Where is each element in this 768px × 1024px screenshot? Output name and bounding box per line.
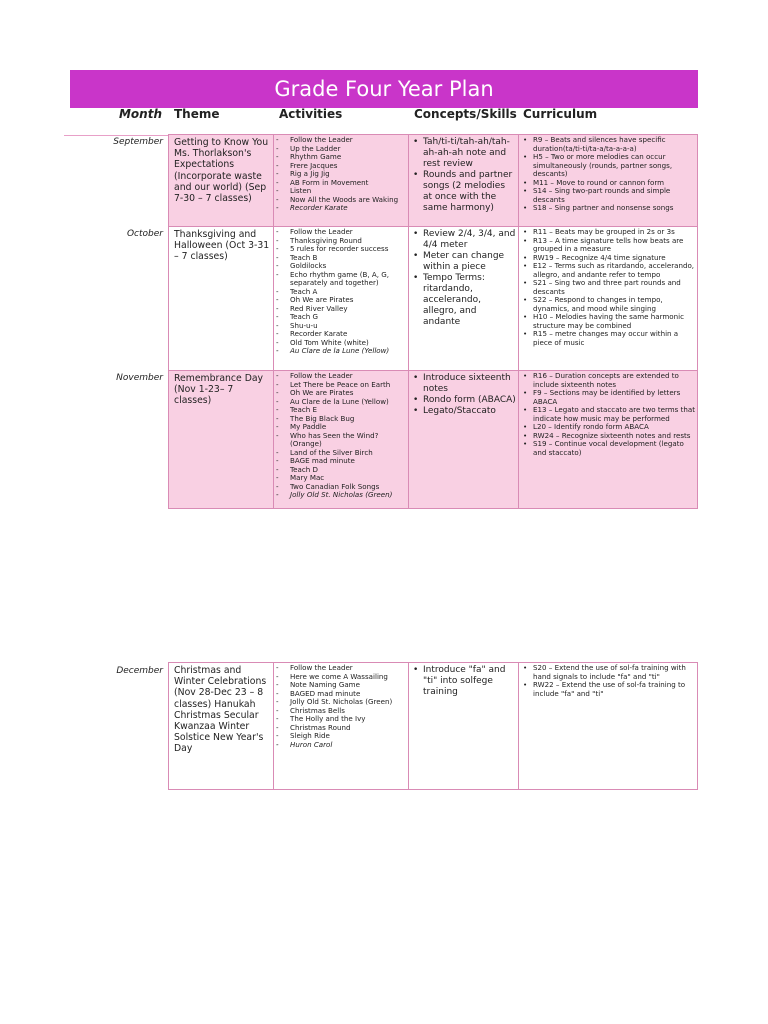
curriculum-item: • S19 – Continue vocal development (legato and staccato): [523, 440, 697, 457]
activity-item: - Listen: [278, 187, 406, 196]
curriculum-item: • RW24 – Recognize sixteenth notes and rests: [523, 432, 697, 441]
row-december: [168, 662, 698, 790]
activity-item: - Rig a Jig Jig: [278, 170, 406, 179]
header-curriculum: Curriculum: [523, 107, 598, 121]
activity-item: - Au Clare de la Lune (Yellow): [278, 398, 406, 407]
curriculum-item: • R13 – A time signature tells how beats are grouped in a measure: [523, 237, 697, 254]
curriculum-item: • E12 – Terms such as ritardando, accelerando, allegro, and andante refer to tempo: [523, 262, 697, 279]
concepts-cell: [408, 135, 518, 226]
concept-item: • Tempo Terms: ritardando, accelerando, allegro, and andante: [413, 273, 516, 328]
theme-cell: Remembrance Day (Nov 1-23– 7 classes): [174, 373, 264, 407]
curriculum-item: • E13 – Legato and staccato are two terms that indicate how music may be performed: [523, 406, 697, 423]
activity-item: - Christmas Bells: [278, 707, 406, 716]
activity-item: - Au Clare de la Lune (Yellow): [278, 347, 406, 356]
activity-item: - My Paddle: [278, 423, 406, 432]
theme-cell: Christmas and Winter Celebrations (Nov 28-Dec 23 – 8 classes) Hanukah Christmas Secular Kwanzaa Winter Solstice New Year's Day: [174, 665, 267, 755]
activity-item: - Recorder Karate: [278, 330, 406, 339]
activity-item: - Here we come A Wassailing: [278, 673, 406, 682]
curriculum-item: • S14 – Sing two-part rounds and simple descants: [523, 187, 697, 204]
curriculum-item: • H10 – Melodies having the same harmonic structure may be combined: [523, 313, 697, 330]
curriculum-item: • S21 – Sing two and three part rounds and descants: [523, 279, 697, 296]
concepts-cell: [408, 227, 518, 370]
curriculum-item: • R15 – metre changes may occur within a piece of music: [523, 330, 697, 347]
activity-item: - Oh We are Pirates: [278, 389, 406, 398]
row-september: [168, 134, 698, 227]
activity-item: - Jolly Old St. Nicholas (Green): [278, 491, 406, 500]
activity-item: - Recorder Karate: [278, 204, 406, 213]
concept-item: • Meter can change within a piece: [413, 251, 516, 273]
concept-item: • Rondo form (ABACA): [413, 395, 516, 406]
activity-item: - Teach D: [278, 466, 406, 475]
curriculum-item: • S22 – Respond to changes in tempo, dynamics, and mood while singing: [523, 296, 697, 313]
activity-item: - 5 rules for recorder success: [278, 245, 406, 254]
curriculum-item: • S18 – Sing partner and nonsense songs: [523, 204, 697, 213]
activity-item: - Follow the Leader: [278, 664, 406, 673]
activity-item: - Follow the Leader: [278, 372, 406, 381]
activity-item: - Huron Carol: [278, 741, 406, 750]
activity-item: - Land of the Silver Birch: [278, 449, 406, 458]
curriculum-cell: [518, 663, 699, 789]
curriculum-cell: [518, 371, 699, 508]
curriculum-cell: [518, 135, 699, 226]
activity-item: - Let There be Peace on Earth: [278, 381, 406, 390]
activity-item: - Rhythm Game: [278, 153, 406, 162]
month-label: September: [113, 137, 163, 147]
header-concepts: Concepts/Skills: [414, 107, 517, 121]
curriculum-item: • L20 – Identify rondo form ABACA: [523, 423, 697, 432]
activity-item: - Echo rhythm game (B, A, G, separately and together): [278, 271, 406, 288]
activity-item: - Note Naming Game: [278, 681, 406, 690]
header-month: Month: [118, 107, 162, 121]
activity-item: - Teach A: [278, 288, 406, 297]
concept-item: • Introduce sixteenth notes: [413, 373, 516, 395]
activity-item: - Mary Mac: [278, 474, 406, 483]
curriculum-item: • M11 – Move to round or cannon form: [523, 179, 697, 188]
activity-item: - Red River Valley: [278, 305, 406, 314]
curriculum-item: • RW19 – Recognize 4/4 time signature: [523, 254, 697, 263]
curriculum-item: • H5 – Two or more melodies can occur simultaneously (rounds, partner songs, descants): [523, 153, 697, 179]
activity-item: - Now All the Woods are Waking: [278, 196, 406, 205]
activity-item: - Follow the Leader: [278, 136, 406, 145]
curriculum-item: • R11 – Beats may be grouped in 2s or 3s: [523, 228, 697, 237]
activities-cell: [273, 135, 408, 226]
activity-item: - Teach E: [278, 406, 406, 415]
activity-item: - Old Tom White (white): [278, 339, 406, 348]
activities-cell: [273, 227, 408, 370]
activities-cell: [273, 663, 408, 789]
curriculum-cell: [518, 227, 699, 370]
page-title: Grade Four Year Plan: [70, 70, 698, 108]
activity-item: - Follow the Leader: [278, 228, 406, 237]
activity-item: - The Big Black Bug: [278, 415, 406, 424]
concept-item: • Rounds and partner songs (2 melodies at once with the same harmony): [413, 170, 516, 214]
activity-item: - BAGED mad minute: [278, 690, 406, 699]
activity-item: - Sleigh Ride: [278, 732, 406, 741]
concept-item: • Tah/ti-ti/tah-ah/tah-ah-ah-ah note and rest review: [413, 137, 516, 170]
curriculum-item: • RW22 – Extend the use of sol-fa training to include "fa" and "ti": [523, 681, 697, 698]
concept-item: • Introduce "fa" and "ti" into solfege training: [413, 665, 516, 698]
activity-item: - Up the Ladder: [278, 145, 406, 154]
month-label: October: [126, 229, 163, 239]
curriculum-item: • S20 – Extend the use of sol-fa training with hand signals to include "fa" and "ti": [523, 664, 697, 681]
activity-item: - Christmas Round: [278, 724, 406, 733]
activity-item: - Two Canadian Folk Songs: [278, 483, 406, 492]
header-activities: Activities: [279, 107, 343, 121]
concepts-cell: [408, 371, 518, 508]
curriculum-item: • R9 – Beats and silences have specific duration(ta/ti-ti/ta-a/ta-a-a-a): [523, 136, 697, 153]
row-october: [168, 226, 698, 371]
curriculum-item: • R16 – Duration concepts are extended to include sixteenth notes: [523, 372, 697, 389]
activity-item: - Teach G: [278, 313, 406, 322]
concept-item: • Legato/Staccato: [413, 406, 516, 417]
activity-item: - AB Form in Movement: [278, 179, 406, 188]
activity-item: - Oh We are Pirates: [278, 296, 406, 305]
row-november: [168, 370, 698, 509]
concepts-cell: [408, 663, 518, 789]
theme-cell: Getting to Know You Ms. Thorlakson's Expectations (Incorporate waste and our world) (Sep 7-30 – 7 classes): [174, 137, 269, 205]
month-label: December: [116, 666, 163, 676]
activities-cell: [273, 371, 408, 508]
activity-item: - Frere Jacques: [278, 162, 406, 171]
concept-item: • Review 2/4, 3/4, and 4/4 meter: [413, 229, 516, 251]
activity-item: - Thanksgiving Round: [278, 237, 406, 246]
activity-item: - Shu-u-u: [278, 322, 406, 331]
activity-item: - Jolly Old St. Nicholas (Green): [278, 698, 406, 707]
activity-item: - The Holly and the Ivy: [278, 715, 406, 724]
activity-item: - Goldilocks: [278, 262, 406, 271]
activity-item: - BAGE mad minute: [278, 457, 406, 466]
month-label: November: [116, 373, 163, 383]
curriculum-item: • F9 – Sections may be identified by letters ABACA: [523, 389, 697, 406]
activity-item: - Teach B: [278, 254, 406, 263]
activity-item: - Who has Seen the Wind? (Orange): [278, 432, 406, 449]
header-theme: Theme: [174, 107, 220, 121]
theme-cell: Thanksgiving and Halloween (Oct 3-31 – 7 classes): [174, 229, 270, 263]
